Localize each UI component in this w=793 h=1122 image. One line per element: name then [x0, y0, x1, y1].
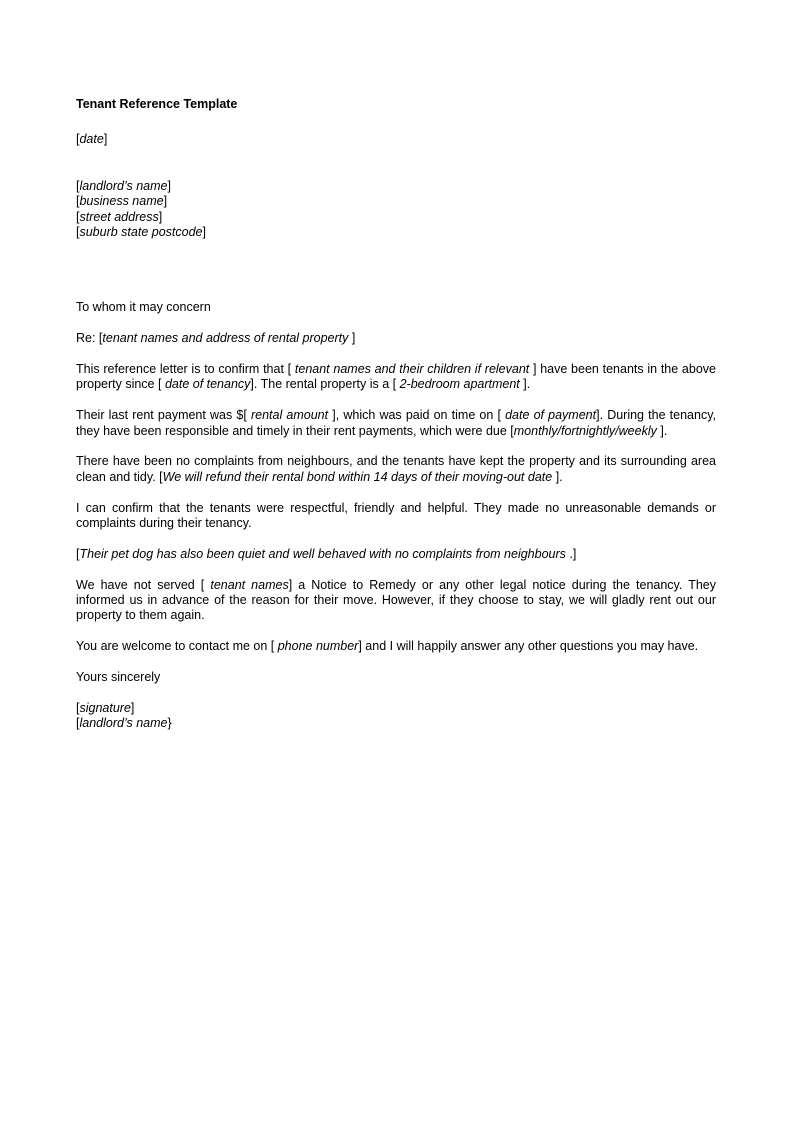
paragraph-contact: You are welcome to contact me on [ phone number] and I will happily answer any other questions you may have. — [76, 639, 699, 654]
suburb-line: [suburb state postcode] — [76, 225, 206, 240]
date-placeholder: date — [79, 132, 104, 147]
street-address-placeholder: street address — [79, 209, 159, 224]
paragraph-notice: We have not served [ tenant names] a Notice to Remedy or any other legal notice during the tenancy. They informed us in advance of the reason for their move. However, if they choose to stay, we will gladly rent out our property to them again. — [76, 577, 716, 623]
signoff-name-line: [landlord’s name} — [76, 716, 172, 731]
landlord-name-line: [landlord’s name] — [76, 178, 171, 193]
closing: Yours sincerely — [76, 670, 161, 685]
letter-body — [76, 97, 716, 732]
paragraph-complaints: There have been no complaints from neighbours, and the tenants have kept the property and its surrounding area clean and tidy. [We will refund their rental bond within 14 days of their moving-out date ]. — [76, 454, 716, 484]
business-name-line: [business name] — [76, 194, 168, 209]
street-address-line: [street address] — [76, 209, 163, 224]
suburb-placeholder: suburb state postcode — [79, 225, 203, 240]
paragraph-pet: [Their pet dog has also been quiet and well behaved with no complaints from neighbours .] — [76, 546, 577, 561]
re-placeholder: tenant names and address of rental property — [102, 331, 349, 346]
salutation: To whom it may concern — [76, 300, 211, 315]
landlord-name-placeholder: landlord’s name — [79, 178, 168, 193]
re-line: Re: [tenant names and address of rental property ] — [76, 331, 356, 346]
paragraph-confirmation: This reference letter is to confirm that [ tenant names and their children if relevant ] have been tenants in the above property since [ date of tenancy]. The rental property is a [ 2-bedroom apartment ]. — [76, 362, 716, 392]
paragraph-conduct: I can confirm that the tenants were respectful, friendly and helpful. They made no unreasonable demands or complaints during their tenancy. — [76, 500, 716, 531]
recipient-address — [76, 179, 716, 241]
date-line: [date] — [76, 132, 108, 147]
paragraph-rent-payment: Their last rent payment was $[ rental amount ], which was paid on time on [ date of payment]. During the tenancy, they have been responsible and timely in their rent payments, which were due [monthly/fortnightly/weekly ]. — [76, 408, 717, 438]
signature-block — [76, 701, 716, 732]
signoff-name-placeholder: landlord’s name — [79, 716, 168, 731]
business-name-placeholder: business name — [79, 194, 164, 209]
signature-placeholder: signature — [79, 700, 131, 715]
signature-line: [signature] — [76, 700, 135, 715]
document-title: Tenant Reference Template — [76, 97, 238, 111]
